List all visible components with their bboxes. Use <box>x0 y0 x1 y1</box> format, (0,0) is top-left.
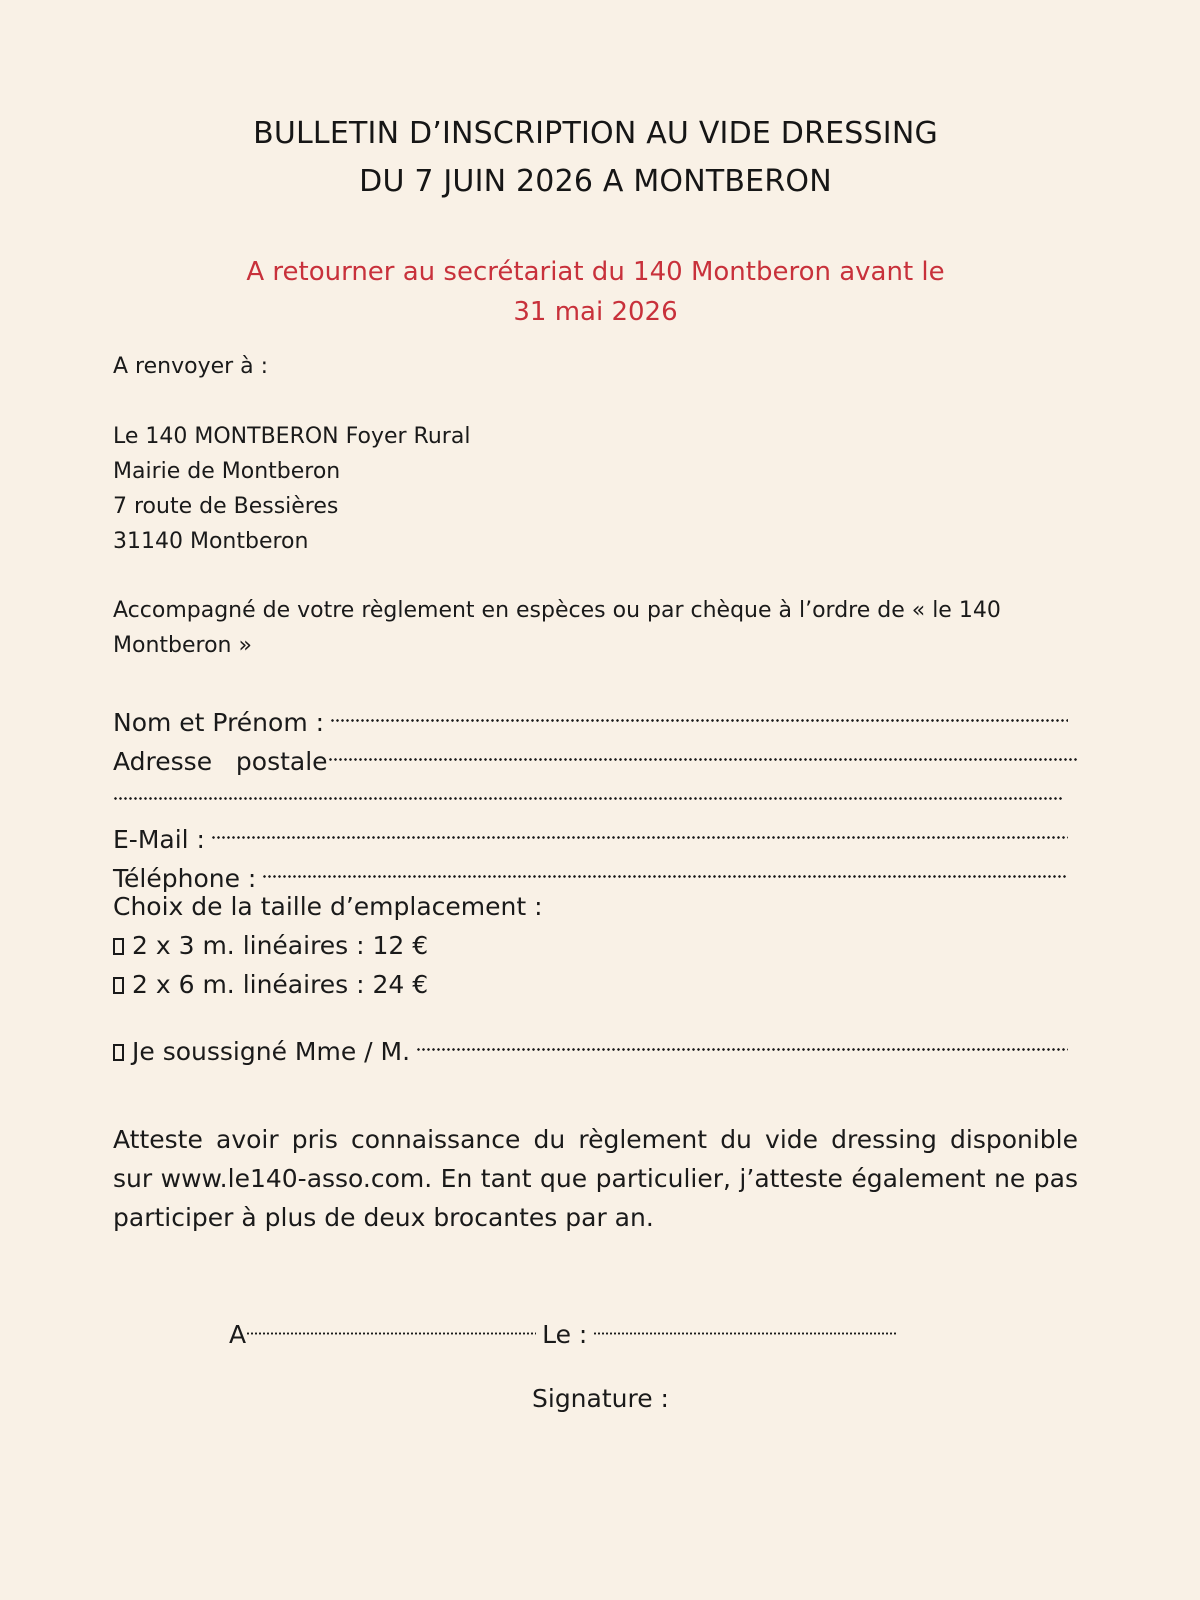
address-field-row-2 <box>113 770 1078 809</box>
send-to-text: A renvoyer à : <box>113 354 269 379</box>
date-input-line[interactable] <box>593 1307 898 1343</box>
declaration-label: Je soussigné Mme / M. <box>132 1037 411 1066</box>
form-title <box>113 110 1078 206</box>
declaration-name-input-line[interactable] <box>416 1021 1068 1060</box>
address-line-mairie: Mairie de Montberon <box>113 459 341 484</box>
email-field-label: E-Mail : <box>113 825 205 854</box>
size-option-2x3-label: 2 x 3 m. linéaires : 12 € <box>132 931 429 960</box>
address-field-label: Adresse postale <box>113 747 328 776</box>
declaration-checkbox[interactable] <box>113 1044 124 1061</box>
place-input-line[interactable] <box>246 1307 536 1343</box>
email-field-row <box>113 809 1078 854</box>
send-to-label <box>113 349 1078 384</box>
form-title-line-2: DU 7 JUIN 2026 A MONTBERON <box>359 164 832 199</box>
place-label: A <box>229 1320 247 1349</box>
checkbox-2x6[interactable] <box>113 977 124 994</box>
size-option-2x6-label: 2 x 6 m. linéaires : 24 € <box>132 970 429 999</box>
checkbox-2x3[interactable] <box>113 938 124 955</box>
name-field-row <box>113 692 1078 737</box>
attestation-paragraph: Atteste avoir pris connaissance du règlement du vide dressing disponible sur www.le140-asso.com. En tant que particulier, j’atteste également ne pas participer à plus de deux brocantes par an. <box>113 1125 1078 1232</box>
return-deadline-line-1: A retourner au secrétariat du 140 Montberon avant le <box>246 257 945 287</box>
signature-area[interactable] <box>113 1381 1078 1417</box>
size-choice-label: Choix de la taille d’emplacement : <box>113 892 543 921</box>
postal-address <box>113 419 1078 559</box>
address-line-city: 31140 Montberon <box>113 529 309 554</box>
phone-field-input-line[interactable] <box>262 848 1068 887</box>
address-line-street: 7 route de Bessières <box>113 494 339 519</box>
email-field-input-line[interactable] <box>211 809 1068 848</box>
address-line-organization: Le 140 MONTBERON Foyer Rural <box>113 424 471 449</box>
declaration-label-wrap <box>113 1032 410 1071</box>
return-deadline-line-2: 31 mai 2026 <box>513 297 678 327</box>
address-field-input-line-2[interactable] <box>113 770 1064 809</box>
date-label: Le : <box>542 1320 588 1349</box>
return-deadline-notice <box>113 252 1078 332</box>
address-field-input-line[interactable] <box>328 731 1078 770</box>
size-option-2x3[interactable] <box>113 926 1078 965</box>
declaration-row <box>113 1021 1078 1066</box>
payment-note <box>113 593 1078 663</box>
size-option-2x6[interactable] <box>113 965 1078 1004</box>
name-field-label: Nom et Prénom : <box>113 708 325 737</box>
size-choice-label-row <box>113 887 1078 926</box>
signature-label: Signature : <box>532 1384 669 1413</box>
declaration-field-row <box>113 1021 1078 1066</box>
payment-note-text: Accompagné de votre règlement en espèces ou par chèque à l’ordre de « le 140 Montberon » <box>113 598 1001 658</box>
phone-field-row <box>113 848 1078 893</box>
form-title-line-1: BULLETIN D’INSCRIPTION AU VIDE DRESSING <box>253 116 938 151</box>
place-date-row <box>229 1307 1019 1353</box>
name-field-input-line[interactable] <box>330 692 1068 731</box>
phone-field-label: Téléphone : <box>113 864 257 893</box>
applicant-fields <box>113 692 1078 1004</box>
